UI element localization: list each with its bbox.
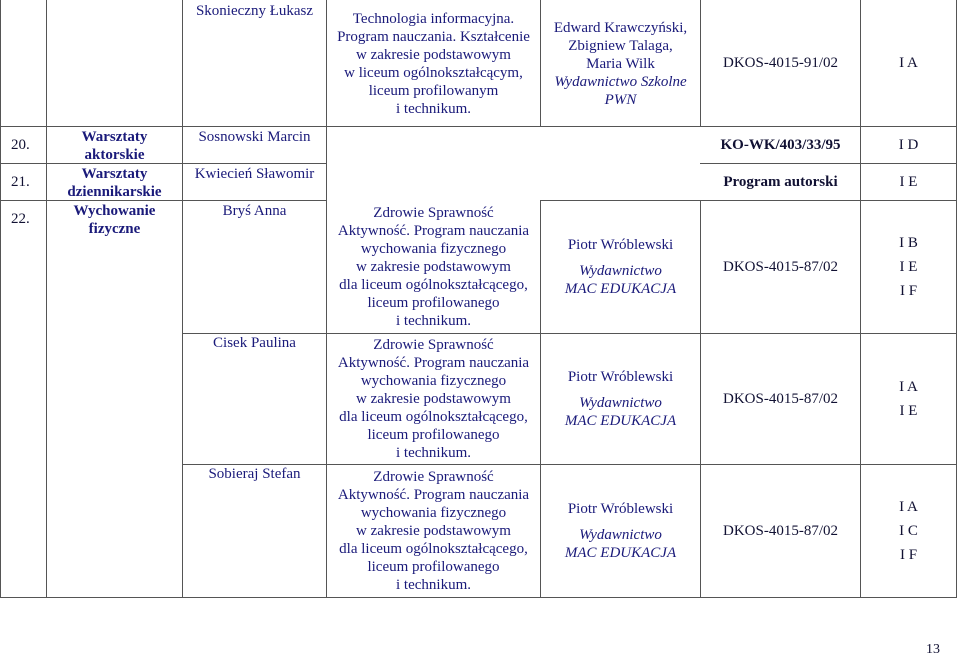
page-number: 13 <box>926 642 940 657</box>
program-line: Aktywność. Program nauczania <box>337 223 530 239</box>
program-line: wychowania fizycznego <box>360 505 507 521</box>
subject-line: Wychowanie <box>73 203 156 219</box>
classes-cell <box>861 0 956 126</box>
teacher-cell <box>183 128 326 163</box>
subject-cell <box>47 165 182 201</box>
publisher-line: MAC EDUKACJA <box>564 413 677 429</box>
row-number-text: 20. <box>11 137 30 153</box>
teacher-name: Cisek Paulina <box>213 335 296 351</box>
publisher-line: MAC EDUKACJA <box>564 545 677 561</box>
author-line: Piotr Wróblewski <box>567 501 674 517</box>
classes-cell <box>861 334 956 464</box>
approval-code: Program autorski <box>723 174 838 190</box>
publisher-line: Wydawnictwo <box>579 263 662 279</box>
author-publisher-cell <box>541 2 700 126</box>
class-label: I E <box>899 174 918 190</box>
program-line: i technikum. <box>396 577 471 593</box>
classes-cell <box>861 201 956 333</box>
subject-line: aktorskie <box>84 147 145 163</box>
teacher-name: Sobieraj Stefan <box>208 466 301 482</box>
program-line: i technikum. <box>396 445 471 461</box>
program-cell <box>327 2 540 126</box>
class-label: I B <box>899 235 918 251</box>
publisher-line: Wydawnictwo <box>579 527 662 543</box>
program-line: dla liceum ogólnokształcącego, <box>339 409 528 425</box>
author-line: Piotr Wróblewski <box>567 369 674 385</box>
class-label: I C <box>899 523 918 539</box>
author-line: Piotr Wróblewski <box>567 237 674 253</box>
author-line: Zbigniew Talaga, <box>568 38 673 54</box>
program-line: wychowania fizycznego <box>360 241 507 257</box>
code-cell <box>701 201 860 333</box>
program-line: Aktywność. Program nauczania <box>337 487 530 503</box>
code-cell <box>701 0 860 126</box>
program-line: w liceum ogólnokształcącym, <box>344 65 523 81</box>
approval-code: DKOS-4015-87/02 <box>723 523 838 539</box>
class-label: I E <box>899 259 918 275</box>
teacher-cell <box>183 2 326 126</box>
program-cell <box>327 201 540 333</box>
publisher-line: MAC EDUKACJA <box>564 281 677 297</box>
code-cell <box>701 465 860 597</box>
subject-cell <box>47 128 182 164</box>
approval-code: DKOS-4015-87/02 <box>723 259 838 275</box>
subject-cell <box>47 202 182 242</box>
teacher-cell <box>183 465 326 597</box>
author-line: Maria Wilk <box>586 56 655 72</box>
class-label: I F <box>899 283 918 299</box>
class-label: I D <box>898 137 919 153</box>
program-line: liceum profilowanego <box>367 559 500 575</box>
code-cell <box>701 127 860 163</box>
program-line: dla liceum ogólnokształcącego, <box>339 541 528 557</box>
program-cell <box>327 334 540 464</box>
publisher-line: Wydawnictwo <box>579 395 662 411</box>
program-line: liceum profilowanego <box>367 295 500 311</box>
class-label: I A <box>899 55 918 71</box>
program-line: Program nauczania. Kształcenie <box>337 29 530 45</box>
subject-line: fizyczne <box>88 221 141 237</box>
program-cell <box>327 465 540 597</box>
program-line: liceum profilowanym <box>368 83 499 99</box>
program-line: wychowania fizycznego <box>360 373 507 389</box>
program-line: dla liceum ogólnokształcącego, <box>339 277 528 293</box>
publisher-line: PWN <box>604 92 637 108</box>
row-number <box>1 127 46 163</box>
program-line: w zakresie podstawowym <box>356 523 511 539</box>
author-publisher-cell <box>541 201 700 333</box>
row-number <box>1 164 46 200</box>
program-line: i technikum. <box>396 101 471 117</box>
program-line: Zdrowie Sprawność <box>373 205 494 221</box>
program-line: Zdrowie Sprawność <box>373 469 494 485</box>
approval-code: DKOS-4015-91/02 <box>723 55 838 71</box>
teacher-cell <box>183 202 326 333</box>
classes-cell <box>861 127 956 163</box>
program-line: i technikum. <box>396 313 471 329</box>
program-line: liceum profilowanego <box>367 427 500 443</box>
author-publisher-cell <box>541 465 700 597</box>
program-line: w zakresie podstawowym <box>356 391 511 407</box>
class-label: I A <box>899 499 918 515</box>
author-line: Edward Krawczyński, <box>553 20 688 36</box>
teacher-cell <box>183 334 326 464</box>
program-line: Aktywność. Program nauczania <box>337 355 530 371</box>
approval-code: DKOS-4015-87/02 <box>723 391 838 407</box>
teacher-name: Sosnowski Marcin <box>198 129 311 145</box>
row-number-text: 22. <box>11 211 30 227</box>
class-label: I A <box>899 379 918 395</box>
row-number-text: 21. <box>11 174 30 190</box>
class-label: I E <box>899 403 918 419</box>
code-cell <box>701 164 860 200</box>
row-number <box>1 201 46 237</box>
author-publisher-cell <box>541 334 700 464</box>
program-line: Zdrowie Sprawność <box>373 337 494 353</box>
teacher-cell <box>183 165 326 200</box>
teacher-name: Kwiecień Sławomir <box>194 166 315 182</box>
publisher-line: Wydawnictwo Szkolne <box>554 74 687 90</box>
classes-cell <box>861 164 956 200</box>
approval-code: KO-WK/403/33/95 <box>720 137 841 153</box>
subject-line: Warsztaty <box>81 166 148 182</box>
code-cell <box>701 334 860 464</box>
program-line: w zakresie podstawowym <box>356 259 511 275</box>
class-label: I F <box>899 547 918 563</box>
subject-line: dziennikarskie <box>67 184 162 200</box>
program-line: Technologia informacyjna. <box>352 11 515 27</box>
teacher-name: Bryś Anna <box>222 203 287 219</box>
teacher-name: Skonieczny Łukasz <box>195 3 314 19</box>
program-line: w zakresie podstawowym <box>356 47 511 63</box>
subject-line: Warsztaty <box>81 129 148 145</box>
classes-cell <box>861 465 956 597</box>
